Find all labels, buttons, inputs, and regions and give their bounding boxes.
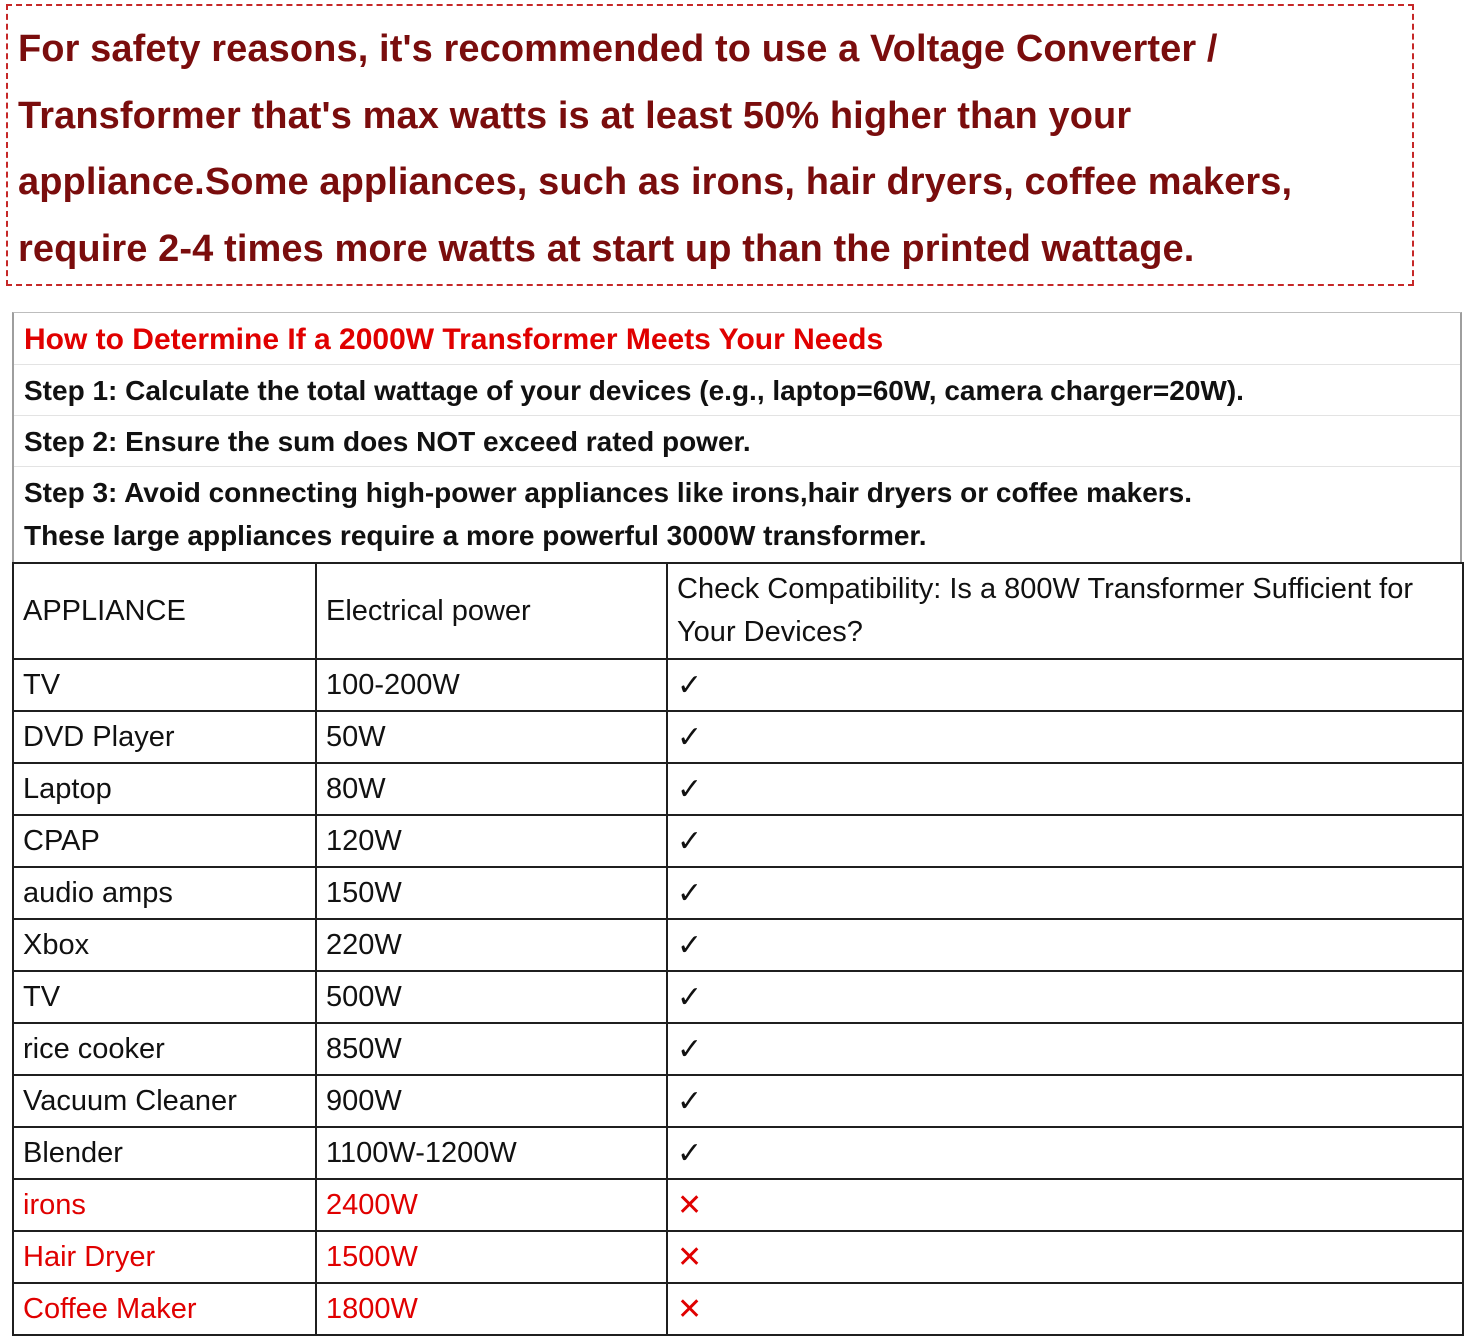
- compatibility-cell: [667, 867, 1463, 919]
- compatibility-cell: [667, 919, 1463, 971]
- cross-mark-icon: ✕: [677, 1291, 703, 1327]
- table-row: [13, 867, 1463, 919]
- compatibility-cell: [667, 763, 1463, 815]
- table-row: [13, 711, 1463, 763]
- appliance-name-cell: audio amps: [13, 867, 316, 919]
- safety-notice-line-3: appliance.Some appliances, such as irons, hair dryers, coffee makers,: [18, 161, 1293, 203]
- appliance-name-cell: TV: [13, 659, 316, 711]
- table-row: [13, 659, 1463, 711]
- electrical-power-cell: 1100W-1200W: [316, 1127, 667, 1179]
- safety-notice-line-2: Transformer that's max watts is at least 50% higher than your: [18, 94, 1132, 137]
- cross-mark-icon: ✕: [677, 1239, 703, 1275]
- check-mark-icon: ✓: [677, 875, 703, 911]
- table-row: [13, 919, 1463, 971]
- safety-notice-box: [6, 4, 1414, 286]
- electrical-power-cell: 850W: [316, 1023, 667, 1075]
- electrical-power-cell: 2400W: [316, 1179, 667, 1231]
- check-mark-icon: ✓: [677, 1083, 703, 1119]
- check-mark-icon: ✓: [677, 979, 703, 1015]
- check-mark-icon: ✓: [677, 823, 703, 859]
- table-row: [13, 815, 1463, 867]
- electrical-power-cell: 1800W: [316, 1283, 667, 1335]
- guide-step-3: [14, 467, 1460, 562]
- appliance-table: [12, 562, 1464, 1336]
- compatibility-cell: [667, 1231, 1463, 1283]
- appliance-name-cell: irons: [13, 1179, 316, 1231]
- check-mark-icon: ✓: [677, 1135, 703, 1171]
- compatibility-cell: [667, 1023, 1463, 1075]
- compatibility-cell: [667, 1075, 1463, 1127]
- safety-notice-line-1: For safety reasons, it's recommended to use a Voltage Converter /: [18, 28, 1218, 70]
- guide-title: How to Determine If a 2000W Transformer Meets Your Needs: [14, 313, 1460, 365]
- guide-panel: [12, 312, 1462, 562]
- appliance-name-cell: Vacuum Cleaner: [13, 1075, 316, 1127]
- check-mark-icon: ✓: [677, 719, 703, 755]
- check-mark-icon: ✓: [677, 1031, 703, 1067]
- table-header-row: [13, 563, 1463, 659]
- compatibility-cell: [667, 1127, 1463, 1179]
- header-appliance: APPLIANCE: [13, 563, 316, 659]
- guide-step-3-line-1: Step 3: Avoid connecting high-power appliances like irons,hair dryers or coffee makers.: [24, 477, 1193, 508]
- check-mark-icon: ✓: [677, 927, 703, 963]
- electrical-power-cell: 150W: [316, 867, 667, 919]
- table-row: [13, 971, 1463, 1023]
- electrical-power-cell: 100-200W: [316, 659, 667, 711]
- appliance-name-cell: CPAP: [13, 815, 316, 867]
- appliance-name-cell: Coffee Maker: [13, 1283, 316, 1335]
- electrical-power-cell: 80W: [316, 763, 667, 815]
- guide-step-1: Step 1: Calculate the total wattage of your devices (e.g., laptop=60W, camera charger=20W).: [14, 365, 1460, 416]
- table-row: [13, 1127, 1463, 1179]
- compatibility-cell: [667, 1283, 1463, 1335]
- cross-mark-icon: ✕: [677, 1187, 703, 1223]
- compatibility-cell: [667, 659, 1463, 711]
- appliance-name-cell: Xbox: [13, 919, 316, 971]
- header-compatibility: Check Compatibility: Is a 800W Transformer Sufficient for Your Devices?: [667, 563, 1463, 659]
- table-row: [13, 763, 1463, 815]
- appliance-name-cell: rice cooker: [13, 1023, 316, 1075]
- table-row: [13, 1179, 1463, 1231]
- safety-notice-line-4: require 2-4 times more watts at start up than the printed wattage.: [18, 227, 1195, 270]
- header-electrical-power: Electrical power: [316, 563, 667, 659]
- appliance-name-cell: Blender: [13, 1127, 316, 1179]
- electrical-power-cell: 50W: [316, 711, 667, 763]
- electrical-power-cell: 1500W: [316, 1231, 667, 1283]
- electrical-power-cell: 120W: [316, 815, 667, 867]
- compatibility-cell: [667, 815, 1463, 867]
- check-mark-icon: ✓: [677, 667, 703, 703]
- electrical-power-cell: 500W: [316, 971, 667, 1023]
- compatibility-cell: [667, 711, 1463, 763]
- appliance-name-cell: Hair Dryer: [13, 1231, 316, 1283]
- compatibility-cell: [667, 1179, 1463, 1231]
- table-row: [13, 1283, 1463, 1335]
- compatibility-cell: [667, 971, 1463, 1023]
- appliance-name-cell: Laptop: [13, 763, 316, 815]
- table-row: [13, 1075, 1463, 1127]
- table-row: [13, 1231, 1463, 1283]
- table-row: [13, 1023, 1463, 1075]
- check-mark-icon: ✓: [677, 771, 703, 807]
- electrical-power-cell: 220W: [316, 919, 667, 971]
- electrical-power-cell: 900W: [316, 1075, 667, 1127]
- guide-step-2: Step 2: Ensure the sum does NOT exceed rated power.: [14, 416, 1460, 467]
- appliance-name-cell: DVD Player: [13, 711, 316, 763]
- guide-step-3-line-2: These large appliances require a more powerful 3000W transformer.: [24, 520, 927, 551]
- appliance-name-cell: TV: [13, 971, 316, 1023]
